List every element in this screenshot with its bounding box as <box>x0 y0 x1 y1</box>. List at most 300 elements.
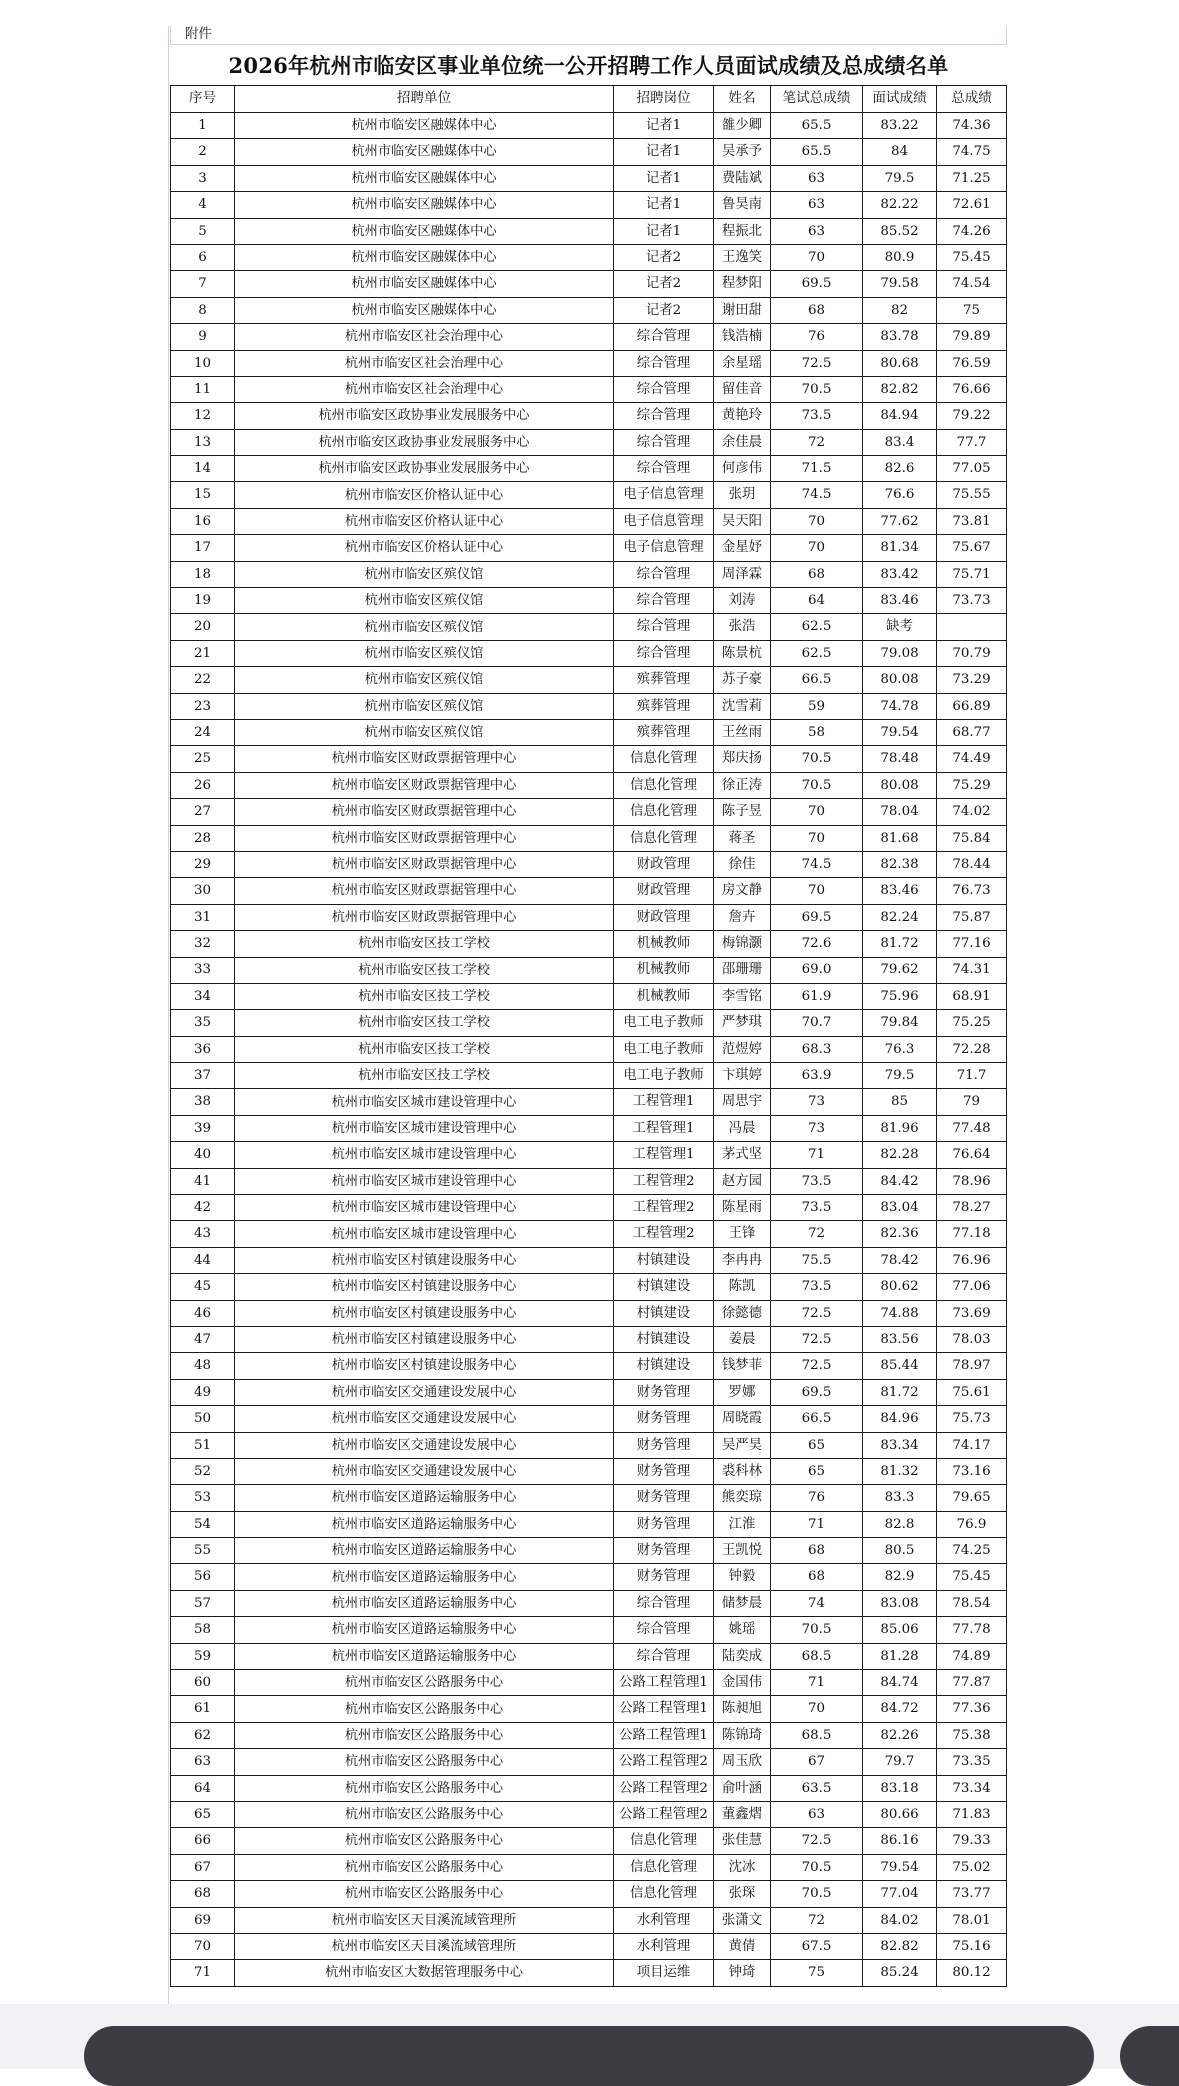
header-cell: 总成绩 <box>937 86 1007 113</box>
row-index: 51 <box>171 1432 235 1458</box>
candidate-name: 卞琪婷 <box>714 1063 771 1089</box>
row-index: 25 <box>171 746 235 772</box>
recruiting-unit: 杭州市临安区交通建设发展中心 <box>235 1406 614 1432</box>
recruiting-unit: 杭州市临安区殡仪馆 <box>235 719 614 745</box>
interview-score: 74.78 <box>863 693 937 719</box>
header-cell: 招聘岗位 <box>614 86 714 113</box>
table-row <box>171 297 1007 323</box>
candidate-name: 徐正涛 <box>714 772 771 798</box>
interview-score: 82.82 <box>863 1933 937 1959</box>
total-score: 79.65 <box>937 1485 1007 1511</box>
total-score: 76.73 <box>937 878 1007 904</box>
recruiting-unit: 杭州市临安区殡仪馆 <box>235 693 614 719</box>
table-row <box>171 218 1007 244</box>
interview-score: 缺考 <box>863 614 937 640</box>
total-score: 71.7 <box>937 1063 1007 1089</box>
written-score: 63 <box>771 218 863 244</box>
title-row <box>171 45 1007 86</box>
position: 记者1 <box>614 192 714 218</box>
candidate-name: 留佳音 <box>714 376 771 402</box>
table-row <box>171 456 1007 482</box>
total-score: 74.02 <box>937 799 1007 825</box>
position: 记者2 <box>614 297 714 323</box>
total-score: 74.26 <box>937 218 1007 244</box>
table-row <box>171 1643 1007 1669</box>
row-index: 29 <box>171 851 235 877</box>
total-score: 74.89 <box>937 1643 1007 1669</box>
position: 公路工程管理1 <box>614 1670 714 1696</box>
total-score: 78.44 <box>937 851 1007 877</box>
row-index: 46 <box>171 1300 235 1326</box>
written-score: 68 <box>771 1538 863 1564</box>
header-cell: 序号 <box>171 86 235 113</box>
position: 村镇建设 <box>614 1326 714 1352</box>
interview-score: 79.5 <box>863 1063 937 1089</box>
row-index: 59 <box>171 1643 235 1669</box>
row-index: 62 <box>171 1722 235 1748</box>
table-row <box>171 482 1007 508</box>
table-row <box>171 165 1007 191</box>
written-score: 67 <box>771 1749 863 1775</box>
interview-score: 82.8 <box>863 1511 937 1537</box>
row-index: 64 <box>171 1775 235 1801</box>
table-row <box>171 1168 1007 1194</box>
written-score: 70 <box>771 878 863 904</box>
table-row <box>171 1670 1007 1696</box>
recruiting-unit: 杭州市临安区公路服务中心 <box>235 1749 614 1775</box>
candidate-name: 吴严昊 <box>714 1432 771 1458</box>
total-score: 75.25 <box>937 1010 1007 1036</box>
row-index: 13 <box>171 429 235 455</box>
recruiting-unit: 杭州市临安区公路服务中心 <box>235 1775 614 1801</box>
recruiting-unit: 杭州市临安区财政票据管理中心 <box>235 851 614 877</box>
table-row <box>171 192 1007 218</box>
interview-score: 85.24 <box>863 1960 937 1986</box>
row-index: 30 <box>171 878 235 904</box>
position: 村镇建设 <box>614 1274 714 1300</box>
recruiting-unit: 杭州市临安区技工学校 <box>235 957 614 983</box>
candidate-name: 俞叶涵 <box>714 1775 771 1801</box>
recruiting-unit: 杭州市临安区道路运输服务中心 <box>235 1590 614 1616</box>
row-index: 18 <box>171 561 235 587</box>
row-index: 15 <box>171 482 235 508</box>
total-score: 66.89 <box>937 693 1007 719</box>
recruiting-unit: 杭州市临安区公路服务中心 <box>235 1802 614 1828</box>
total-score: 70.79 <box>937 640 1007 666</box>
table-row <box>171 1300 1007 1326</box>
written-score: 73.5 <box>771 1168 863 1194</box>
row-index: 52 <box>171 1458 235 1484</box>
written-score: 72.5 <box>771 1353 863 1379</box>
recruiting-unit: 杭州市临安区政协事业发展服务中心 <box>235 456 614 482</box>
row-index: 58 <box>171 1617 235 1643</box>
table-row <box>171 1722 1007 1748</box>
candidate-name: 房文静 <box>714 878 771 904</box>
candidate-name: 邵珊珊 <box>714 957 771 983</box>
bottom-toolbar-button[interactable] <box>1120 2026 1179 2086</box>
interview-score: 80.08 <box>863 667 937 693</box>
total-score: 76.66 <box>937 376 1007 402</box>
written-score: 70.7 <box>771 1010 863 1036</box>
row-index: 42 <box>171 1195 235 1221</box>
position: 公路工程管理2 <box>614 1802 714 1828</box>
written-score: 74.5 <box>771 482 863 508</box>
interview-score: 82.22 <box>863 192 937 218</box>
recruiting-unit: 杭州市临安区公路服务中心 <box>235 1670 614 1696</box>
recruiting-unit: 杭州市临安区技工学校 <box>235 983 614 1009</box>
written-score: 64 <box>771 588 863 614</box>
candidate-name: 陈昶旭 <box>714 1696 771 1722</box>
written-score: 65 <box>771 1458 863 1484</box>
candidate-name: 黄倩 <box>714 1933 771 1959</box>
row-index: 50 <box>171 1406 235 1432</box>
candidate-name: 金国伟 <box>714 1670 771 1696</box>
total-score: 77.36 <box>937 1696 1007 1722</box>
table-row <box>171 1802 1007 1828</box>
candidate-name: 罗娜 <box>714 1379 771 1405</box>
recruiting-unit: 杭州市临安区道路运输服务中心 <box>235 1538 614 1564</box>
written-score: 71.5 <box>771 456 863 482</box>
position: 机械教师 <box>614 983 714 1009</box>
bottom-toolbar[interactable] <box>84 2026 1094 2086</box>
row-index: 10 <box>171 350 235 376</box>
table-row <box>171 1564 1007 1590</box>
written-score: 73 <box>771 1089 863 1115</box>
recruiting-unit: 杭州市临安区交通建设发展中心 <box>235 1379 614 1405</box>
written-score: 75.5 <box>771 1247 863 1273</box>
row-index: 44 <box>171 1247 235 1273</box>
position: 财政管理 <box>614 851 714 877</box>
candidate-name: 王锋 <box>714 1221 771 1247</box>
row-index: 22 <box>171 667 235 693</box>
written-score: 72 <box>771 1221 863 1247</box>
table-row <box>171 1010 1007 1036</box>
table-row <box>171 1960 1007 1986</box>
candidate-name: 张玥 <box>714 482 771 508</box>
table-row <box>171 139 1007 165</box>
row-index: 32 <box>171 931 235 957</box>
interview-score: 85.06 <box>863 1617 937 1643</box>
position: 记者1 <box>614 113 714 139</box>
candidate-name: 范煜婷 <box>714 1036 771 1062</box>
candidate-name: 吴承予 <box>714 139 771 165</box>
row-index: 14 <box>171 456 235 482</box>
total-score: 75.45 <box>937 1564 1007 1590</box>
table-row <box>171 851 1007 877</box>
written-score: 62.5 <box>771 640 863 666</box>
position: 水利管理 <box>614 1907 714 1933</box>
interview-score: 80.9 <box>863 244 937 270</box>
total-score: 77.48 <box>937 1115 1007 1141</box>
row-index: 55 <box>171 1538 235 1564</box>
table-row <box>171 271 1007 297</box>
written-score: 70 <box>771 825 863 851</box>
interview-score: 83.78 <box>863 324 937 350</box>
row-index: 35 <box>171 1010 235 1036</box>
table-row <box>171 640 1007 666</box>
row-index: 66 <box>171 1828 235 1854</box>
row-index: 68 <box>171 1881 235 1907</box>
recruiting-unit: 杭州市临安区城市建设管理中心 <box>235 1142 614 1168</box>
interview-score: 79.84 <box>863 1010 937 1036</box>
total-score: 73.29 <box>937 667 1007 693</box>
total-score: 73.77 <box>937 1881 1007 1907</box>
written-score: 70 <box>771 244 863 270</box>
table-row <box>171 1617 1007 1643</box>
written-score: 66.5 <box>771 667 863 693</box>
position: 综合管理 <box>614 324 714 350</box>
written-score: 70 <box>771 508 863 534</box>
table-row <box>171 1485 1007 1511</box>
table-row <box>171 1089 1007 1115</box>
position: 工程管理2 <box>614 1168 714 1194</box>
position: 工程管理1 <box>614 1142 714 1168</box>
written-score: 76 <box>771 324 863 350</box>
position: 综合管理 <box>614 350 714 376</box>
total-score: 75.84 <box>937 825 1007 851</box>
written-score: 70.5 <box>771 376 863 402</box>
row-index: 1 <box>171 113 235 139</box>
candidate-name: 郑庆扬 <box>714 746 771 772</box>
table-row <box>171 1274 1007 1300</box>
written-score: 61.9 <box>771 983 863 1009</box>
candidate-name: 雒少卿 <box>714 113 771 139</box>
recruiting-unit: 杭州市临安区财政票据管理中心 <box>235 799 614 825</box>
recruiting-unit: 杭州市临安区价格认证中心 <box>235 535 614 561</box>
row-index: 54 <box>171 1511 235 1537</box>
candidate-name: 张浩 <box>714 614 771 640</box>
row-index: 7 <box>171 271 235 297</box>
table-row <box>171 403 1007 429</box>
table-row <box>171 614 1007 640</box>
interview-score: 81.32 <box>863 1458 937 1484</box>
position: 公路工程管理1 <box>614 1696 714 1722</box>
recruiting-unit: 杭州市临安区融媒体中心 <box>235 244 614 270</box>
recruiting-unit: 杭州市临安区融媒体中心 <box>235 165 614 191</box>
interview-score: 84.96 <box>863 1406 937 1432</box>
candidate-name: 徐懿德 <box>714 1300 771 1326</box>
total-score: 79 <box>937 1089 1007 1115</box>
recruiting-unit: 杭州市临安区公路服务中心 <box>235 1722 614 1748</box>
position: 电工电子教师 <box>614 1063 714 1089</box>
interview-score: 83.3 <box>863 1485 937 1511</box>
written-score: 72 <box>771 429 863 455</box>
total-score: 77.78 <box>937 1617 1007 1643</box>
candidate-name: 张佳慧 <box>714 1828 771 1854</box>
interview-score: 75.96 <box>863 983 937 1009</box>
written-score: 67.5 <box>771 1933 863 1959</box>
recruiting-unit: 杭州市临安区融媒体中心 <box>235 139 614 165</box>
total-score: 77.05 <box>937 456 1007 482</box>
written-score: 68 <box>771 1564 863 1590</box>
table-row <box>171 244 1007 270</box>
candidate-name: 姜晨 <box>714 1326 771 1352</box>
total-score: 78.96 <box>937 1168 1007 1194</box>
row-index: 37 <box>171 1063 235 1089</box>
candidate-name: 程振北 <box>714 218 771 244</box>
written-score: 68 <box>771 297 863 323</box>
written-score: 71 <box>771 1142 863 1168</box>
row-index: 60 <box>171 1670 235 1696</box>
table-row <box>171 1775 1007 1801</box>
table-row <box>171 957 1007 983</box>
written-score: 70.5 <box>771 746 863 772</box>
written-score: 68 <box>771 561 863 587</box>
written-score: 70 <box>771 799 863 825</box>
interview-score: 82.38 <box>863 851 937 877</box>
row-index: 26 <box>171 772 235 798</box>
table-row <box>171 508 1007 534</box>
row-index: 70 <box>171 1933 235 1959</box>
interview-score: 83.18 <box>863 1775 937 1801</box>
position: 公路工程管理1 <box>614 1722 714 1748</box>
total-score: 74.17 <box>937 1432 1007 1458</box>
interview-score: 83.42 <box>863 561 937 587</box>
header-cell: 笔试总成绩 <box>771 86 863 113</box>
total-score: 73.34 <box>937 1775 1007 1801</box>
written-score: 63.5 <box>771 1775 863 1801</box>
recruiting-unit: 杭州市临安区城市建设管理中心 <box>235 1168 614 1194</box>
interview-score: 84 <box>863 139 937 165</box>
interview-score: 83.46 <box>863 588 937 614</box>
candidate-name: 王丝雨 <box>714 719 771 745</box>
recruiting-unit: 杭州市临安区城市建设管理中心 <box>235 1221 614 1247</box>
table-row <box>171 1749 1007 1775</box>
recruiting-unit: 杭州市临安区社会治理中心 <box>235 350 614 376</box>
row-index: 23 <box>171 693 235 719</box>
table-row <box>171 1221 1007 1247</box>
written-score: 72.5 <box>771 350 863 376</box>
position: 电工电子教师 <box>614 1036 714 1062</box>
recruiting-unit: 杭州市临安区村镇建设服务中心 <box>235 1274 614 1300</box>
table-row <box>171 1538 1007 1564</box>
candidate-name: 詹卉 <box>714 904 771 930</box>
table-row <box>171 1854 1007 1880</box>
written-score: 63.9 <box>771 1063 863 1089</box>
position: 项目运维 <box>614 1960 714 1986</box>
written-score: 63 <box>771 165 863 191</box>
total-score: 74.49 <box>937 746 1007 772</box>
score-table <box>170 26 1007 1987</box>
recruiting-unit: 杭州市临安区城市建设管理中心 <box>235 1089 614 1115</box>
interview-score: 85.44 <box>863 1353 937 1379</box>
position: 信息化管理 <box>614 1881 714 1907</box>
total-score: 72.61 <box>937 192 1007 218</box>
interview-score: 78.42 <box>863 1247 937 1273</box>
candidate-name: 李冉冉 <box>714 1247 771 1273</box>
document-title: 2026年杭州市临安区事业单位统一公开招聘工作人员面试成绩及总成绩名单 <box>171 45 1007 86</box>
row-index: 67 <box>171 1854 235 1880</box>
table-row <box>171 904 1007 930</box>
total-score: 79.22 <box>937 403 1007 429</box>
table-row <box>171 561 1007 587</box>
total-score: 71.83 <box>937 1802 1007 1828</box>
written-score: 66.5 <box>771 1406 863 1432</box>
interview-score: 79.08 <box>863 640 937 666</box>
position: 公路工程管理2 <box>614 1775 714 1801</box>
recruiting-unit: 杭州市临安区道路运输服务中心 <box>235 1564 614 1590</box>
written-score: 65 <box>771 1432 863 1458</box>
position: 综合管理 <box>614 640 714 666</box>
recruiting-unit: 杭州市临安区价格认证中心 <box>235 482 614 508</box>
written-score: 62.5 <box>771 614 863 640</box>
table-row <box>171 588 1007 614</box>
total-score <box>937 614 1007 640</box>
recruiting-unit: 杭州市临安区道路运输服务中心 <box>235 1511 614 1537</box>
recruiting-unit: 杭州市临安区技工学校 <box>235 1063 614 1089</box>
recruiting-unit: 杭州市临安区财政票据管理中心 <box>235 746 614 772</box>
interview-score: 81.34 <box>863 535 937 561</box>
recruiting-unit: 杭州市临安区社会治理中心 <box>235 376 614 402</box>
table-row <box>171 1353 1007 1379</box>
row-index: 38 <box>171 1089 235 1115</box>
table-row <box>171 1432 1007 1458</box>
candidate-name: 吴天阳 <box>714 508 771 534</box>
candidate-name: 钟琦 <box>714 1960 771 1986</box>
table-row <box>171 1458 1007 1484</box>
table-row <box>171 1933 1007 1959</box>
total-score: 73.73 <box>937 588 1007 614</box>
row-index: 27 <box>171 799 235 825</box>
interview-score: 80.62 <box>863 1274 937 1300</box>
position: 记者2 <box>614 244 714 270</box>
recruiting-unit: 杭州市临安区城市建设管理中心 <box>235 1115 614 1141</box>
written-score: 73.5 <box>771 1274 863 1300</box>
recruiting-unit: 杭州市临安区社会治理中心 <box>235 324 614 350</box>
table-row <box>171 1247 1007 1273</box>
interview-score: 83.08 <box>863 1590 937 1616</box>
total-score: 75 <box>937 297 1007 323</box>
candidate-name: 沈雪莉 <box>714 693 771 719</box>
candidate-name: 冯晨 <box>714 1115 771 1141</box>
position: 记者1 <box>614 165 714 191</box>
written-score: 72.5 <box>771 1326 863 1352</box>
interview-score: 77.04 <box>863 1881 937 1907</box>
row-index: 17 <box>171 535 235 561</box>
row-index: 43 <box>171 1221 235 1247</box>
recruiting-unit: 杭州市临安区天目溪流域管理所 <box>235 1933 614 1959</box>
position: 财务管理 <box>614 1538 714 1564</box>
written-score: 58 <box>771 719 863 745</box>
interview-score: 79.54 <box>863 1854 937 1880</box>
position: 综合管理 <box>614 614 714 640</box>
interview-score: 80.66 <box>863 1802 937 1828</box>
row-index: 24 <box>171 719 235 745</box>
written-score: 70 <box>771 535 863 561</box>
row-index: 11 <box>171 376 235 402</box>
position: 综合管理 <box>614 376 714 402</box>
written-score: 70.5 <box>771 1881 863 1907</box>
position: 信息化管理 <box>614 799 714 825</box>
position: 财政管理 <box>614 904 714 930</box>
written-score: 72.5 <box>771 1828 863 1854</box>
position: 工程管理1 <box>614 1089 714 1115</box>
candidate-name: 钱浩楠 <box>714 324 771 350</box>
total-score: 78.97 <box>937 1353 1007 1379</box>
position: 电工电子教师 <box>614 1010 714 1036</box>
recruiting-unit: 杭州市临安区村镇建设服务中心 <box>235 1247 614 1273</box>
candidate-name: 何彦伟 <box>714 456 771 482</box>
interview-score: 80.5 <box>863 1538 937 1564</box>
written-score: 72.5 <box>771 1300 863 1326</box>
written-score: 65.5 <box>771 139 863 165</box>
candidate-name: 江淮 <box>714 1511 771 1537</box>
table-row <box>171 429 1007 455</box>
position: 综合管理 <box>614 403 714 429</box>
recruiting-unit: 杭州市临安区财政票据管理中心 <box>235 772 614 798</box>
table-row <box>171 1115 1007 1141</box>
position: 财务管理 <box>614 1379 714 1405</box>
